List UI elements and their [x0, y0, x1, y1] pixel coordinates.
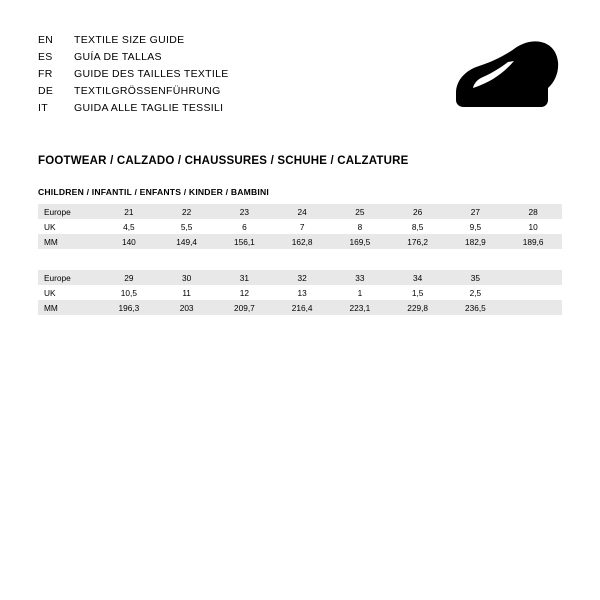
table-cell: 22: [158, 204, 216, 219]
table-cell: 33: [331, 270, 389, 285]
language-row: [38, 100, 368, 117]
language-row: [38, 66, 368, 83]
table-cell: 196,3: [100, 300, 158, 315]
table-cell: 149,4: [158, 234, 216, 249]
table-cell: 24: [273, 204, 331, 219]
table-cell: 169,5: [331, 234, 389, 249]
table-cell: 2,5: [447, 285, 505, 300]
language-row: [38, 49, 368, 66]
table-cell: 29: [100, 270, 158, 285]
language-title: GUIDA ALLE TAGLIE TESSILI: [74, 102, 224, 114]
table-cell: [504, 270, 562, 285]
table-cell: 1,5: [389, 285, 447, 300]
table-cell: 236,5: [447, 300, 505, 315]
table-cell: 8,5: [389, 219, 447, 234]
language-title: GUIDE DES TAILLES TEXTILE: [74, 68, 229, 80]
table-cell: 32: [273, 270, 331, 285]
language-row: [38, 32, 368, 49]
language-code: FR: [38, 68, 53, 80]
language-code: EN: [38, 34, 54, 46]
table-cell: 189,6: [504, 234, 562, 249]
language-list: [38, 32, 368, 117]
table-row: [38, 300, 562, 315]
table-cell: 7: [273, 219, 331, 234]
size-table-second: [38, 270, 562, 315]
table-cell: 10: [504, 219, 562, 234]
table-cell: 12: [216, 285, 274, 300]
table-cell: [504, 285, 562, 300]
row-label: MM: [38, 234, 100, 249]
table-cell: 35: [447, 270, 505, 285]
table-row: [38, 219, 562, 234]
table-cell: 1: [331, 285, 389, 300]
table-cell: 209,7: [216, 300, 274, 315]
language-row: [38, 83, 368, 100]
table-cell: 26: [389, 204, 447, 219]
table-cell: 229,8: [389, 300, 447, 315]
table-cell: 10,5: [100, 285, 158, 300]
table-cell: 34: [389, 270, 447, 285]
table-cell: 156,1: [216, 234, 274, 249]
section-subtitle: CHILDREN / INFANTIL / ENFANTS / KINDER / BAMBINI: [38, 187, 269, 197]
row-label: Europe: [38, 270, 100, 285]
table-row: [38, 204, 562, 219]
row-label: MM: [38, 300, 100, 315]
size-table-first: [38, 204, 562, 249]
table-cell: 162,8: [273, 234, 331, 249]
table-cell: 5,5: [158, 219, 216, 234]
table-row: [38, 270, 562, 285]
table-cell: 30: [158, 270, 216, 285]
table-cell: 140: [100, 234, 158, 249]
table-cell: 216,4: [273, 300, 331, 315]
table-cell: 21: [100, 204, 158, 219]
table-cell: 8: [331, 219, 389, 234]
language-code: ES: [38, 51, 53, 63]
table-cell: 28: [504, 204, 562, 219]
table-cell: 31: [216, 270, 274, 285]
table-cell: 4,5: [100, 219, 158, 234]
language-code: DE: [38, 85, 54, 97]
table-cell: 23: [216, 204, 274, 219]
table-cell: [504, 300, 562, 315]
table-cell: 223,1: [331, 300, 389, 315]
table-cell: 11: [158, 285, 216, 300]
table-cell: 25: [331, 204, 389, 219]
table-cell: 27: [447, 204, 505, 219]
table-cell: 176,2: [389, 234, 447, 249]
shoe-logo-icon: [452, 40, 567, 110]
row-label: UK: [38, 285, 100, 300]
table-row: [38, 285, 562, 300]
table-cell: 9,5: [447, 219, 505, 234]
row-label: UK: [38, 219, 100, 234]
language-title: TEXTILE SIZE GUIDE: [74, 34, 185, 46]
language-title: GUÍA DE TALLAS: [74, 51, 162, 63]
table-cell: 13: [273, 285, 331, 300]
language-title: TEXTILGRÖSSENFÜHRUNG: [74, 85, 221, 97]
page-title: FOOTWEAR / CALZADO / CHAUSSURES / SCHUHE / CALZATURE: [38, 155, 409, 167]
table-cell: 182,9: [447, 234, 505, 249]
table-cell: 6: [216, 219, 274, 234]
table-cell: 203: [158, 300, 216, 315]
table-row: [38, 234, 562, 249]
row-label: Europe: [38, 204, 100, 219]
language-code: IT: [38, 102, 48, 114]
